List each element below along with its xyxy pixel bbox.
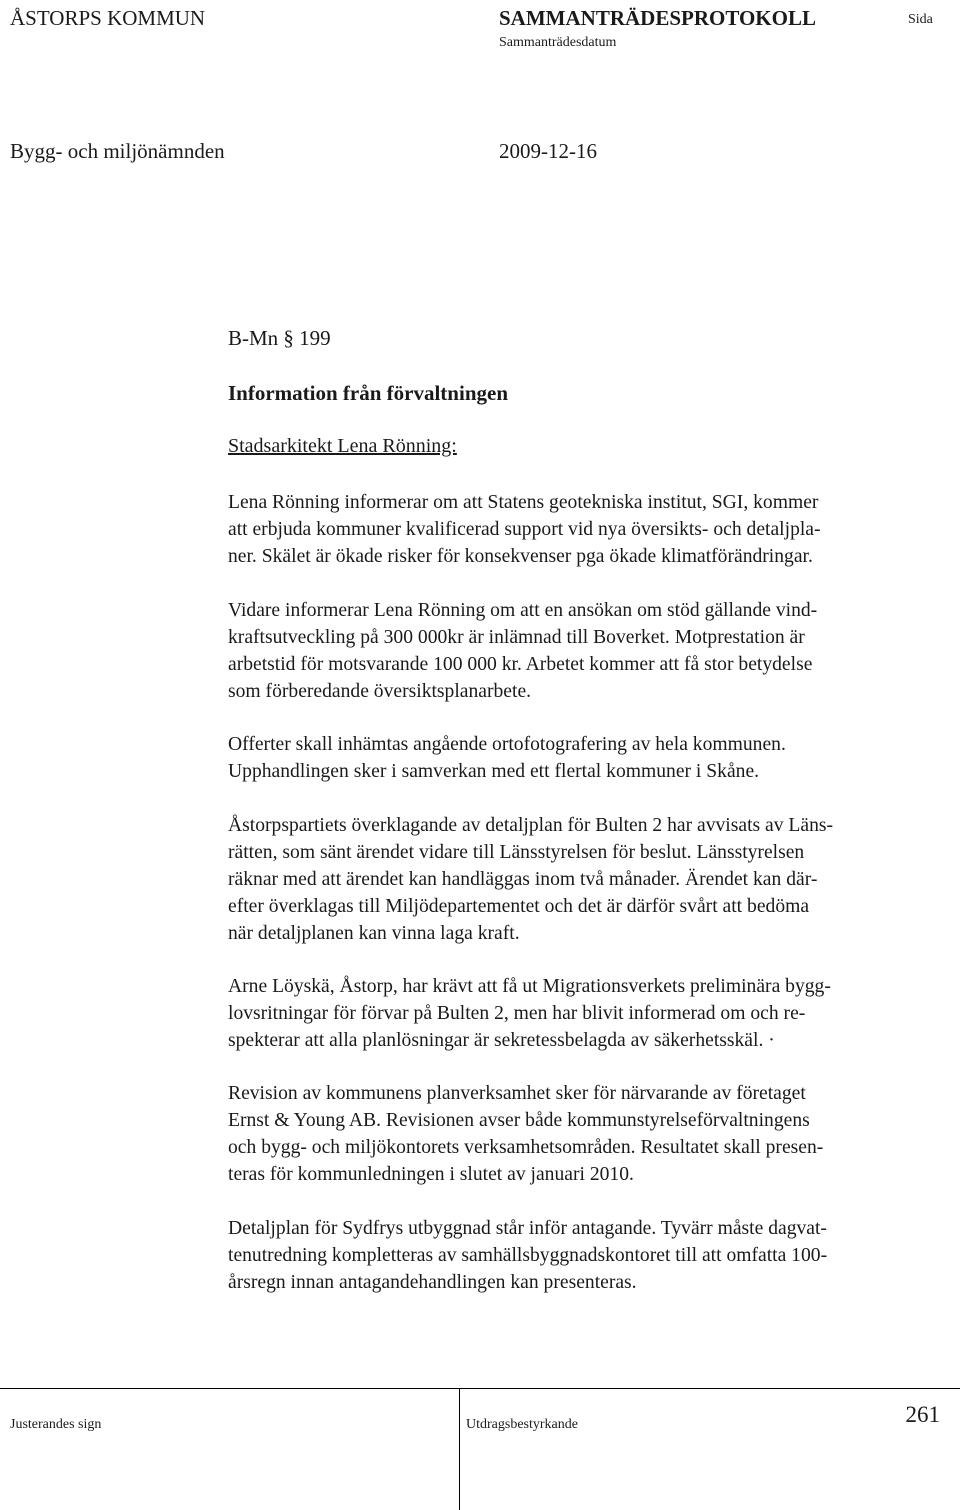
document-type: SAMMANTRÄDESPROTOKOLL [499, 6, 816, 30]
paragraph-line: arbetstid för motsvarande 100 000 kr. Arbetet kommer att få stor betydelse [228, 654, 813, 675]
paragraph-line: Ernst & Young AB. Revisionen avser både kommunstyrelseförvaltningens [228, 1110, 810, 1131]
footer-column-divider [459, 1388, 460, 1510]
paragraph-line: när detaljplanen kan vinna laga kraft. [228, 923, 520, 944]
paragraph-sydfrys [228, 1215, 948, 1296]
paragraph-line: spekterar att alla planlösningar är sekretessbelagda av säkerhetsskäl. · [228, 1030, 775, 1051]
paragraph-line: Lena Rönning informerar om att Statens geotekniska institut, SGI, kommer [228, 492, 819, 513]
paragraph-migration-drawings [228, 973, 948, 1054]
paragraph-line: teras för kommunledningen i slutet av januari 2010. [228, 1164, 634, 1185]
section-title: Information från förvaltningen [228, 381, 508, 405]
paragraph-line: och bygg- och miljökontorets verksamhetsområden. Resultatet skall presen- [228, 1137, 824, 1158]
paragraph-wind-power [228, 597, 948, 705]
section-number: B-Mn § 199 [228, 326, 331, 350]
paragraph-line: Offerter skall inhämtas angående ortofotografering av hela kommunen. [228, 734, 786, 755]
paragraph-line: Åstorpspartiets överklagande av detaljplan för Bulten 2 har avvisats av Läns- [228, 815, 834, 836]
meeting-date: 2009-12-16 [499, 139, 597, 163]
paragraph-line: kraftsutveckling på 300 000kr är inlämnad till Boverket. Motprestation är [228, 627, 805, 648]
paragraph-line: räknar med att ärendet kan handläggas inom två månader. Ärendet kan där- [228, 869, 818, 890]
paragraph-appeal-bulten [228, 812, 948, 947]
page-number: 261 [905, 1402, 940, 1427]
paragraph-audit [228, 1080, 948, 1188]
paragraph-line: Revision av kommunens planverksamhet sker för närvarande av företaget [228, 1083, 806, 1104]
paragraph-line: årsregn innan antagandehandlingen kan presenteras. [228, 1272, 637, 1293]
meeting-date-label: Sammanträdesdatum [499, 35, 617, 50]
paragraph-line: ner. Skälet är ökade risker för konsekvenser pga ökade klimatförändringar. [228, 546, 813, 567]
paragraph-line: Detaljplan för Sydfrys utbyggnad står inför antagande. Tyvärr måste dagvat- [228, 1218, 827, 1239]
signature-footer [0, 1388, 960, 1510]
page-label: Sida [908, 12, 933, 27]
municipality-name: ÅSTORPS KOMMUN [10, 6, 206, 30]
speaker-label: Stadsarkitekt Lena Rönning: [228, 435, 457, 457]
paragraph-line: efter överklagas till Miljödepartementet och det är därför svårt att bedöma [228, 896, 810, 917]
paragraph-line: att erbjuda kommuner kvalificerad support vid nya översikts- och detaljpla- [228, 519, 821, 540]
paragraph-line: Vidare informerar Lena Rönning om att en ansökan om stöd gällande vind- [228, 600, 818, 621]
certified-extract-label: Utdragsbestyrkande [466, 1417, 578, 1432]
paragraph-line: lovsritningar för förvar på Bulten 2, men har blivit informerad om och re- [228, 1003, 806, 1024]
adjuster-sign-label: Justerandes sign [10, 1417, 102, 1432]
paragraph-line: som förberedande översiktsplanarbete. [228, 681, 532, 702]
paragraph-line: rätten, som sänt ärendet vidare till Länsstyrelsen för beslut. Länsstyrelsen [228, 842, 805, 863]
paragraph-line: Upphandlingen sker i samverkan med ett flertal kommuner i Skåne. [228, 761, 760, 782]
board-name: Bygg- och miljönämnden [10, 139, 225, 163]
paragraph-orthophoto [228, 731, 948, 785]
paragraph-line: Arne Löyskä, Åstorp, har krävt att få ut Migrationsverkets preliminära bygg- [228, 976, 831, 997]
footer-divider [0, 1388, 960, 1389]
paragraph-line: tenutredning kompletteras av samhällsbyggnadskontoret till att omfatta 100- [228, 1245, 828, 1266]
paragraph-sgi-support [228, 489, 948, 570]
